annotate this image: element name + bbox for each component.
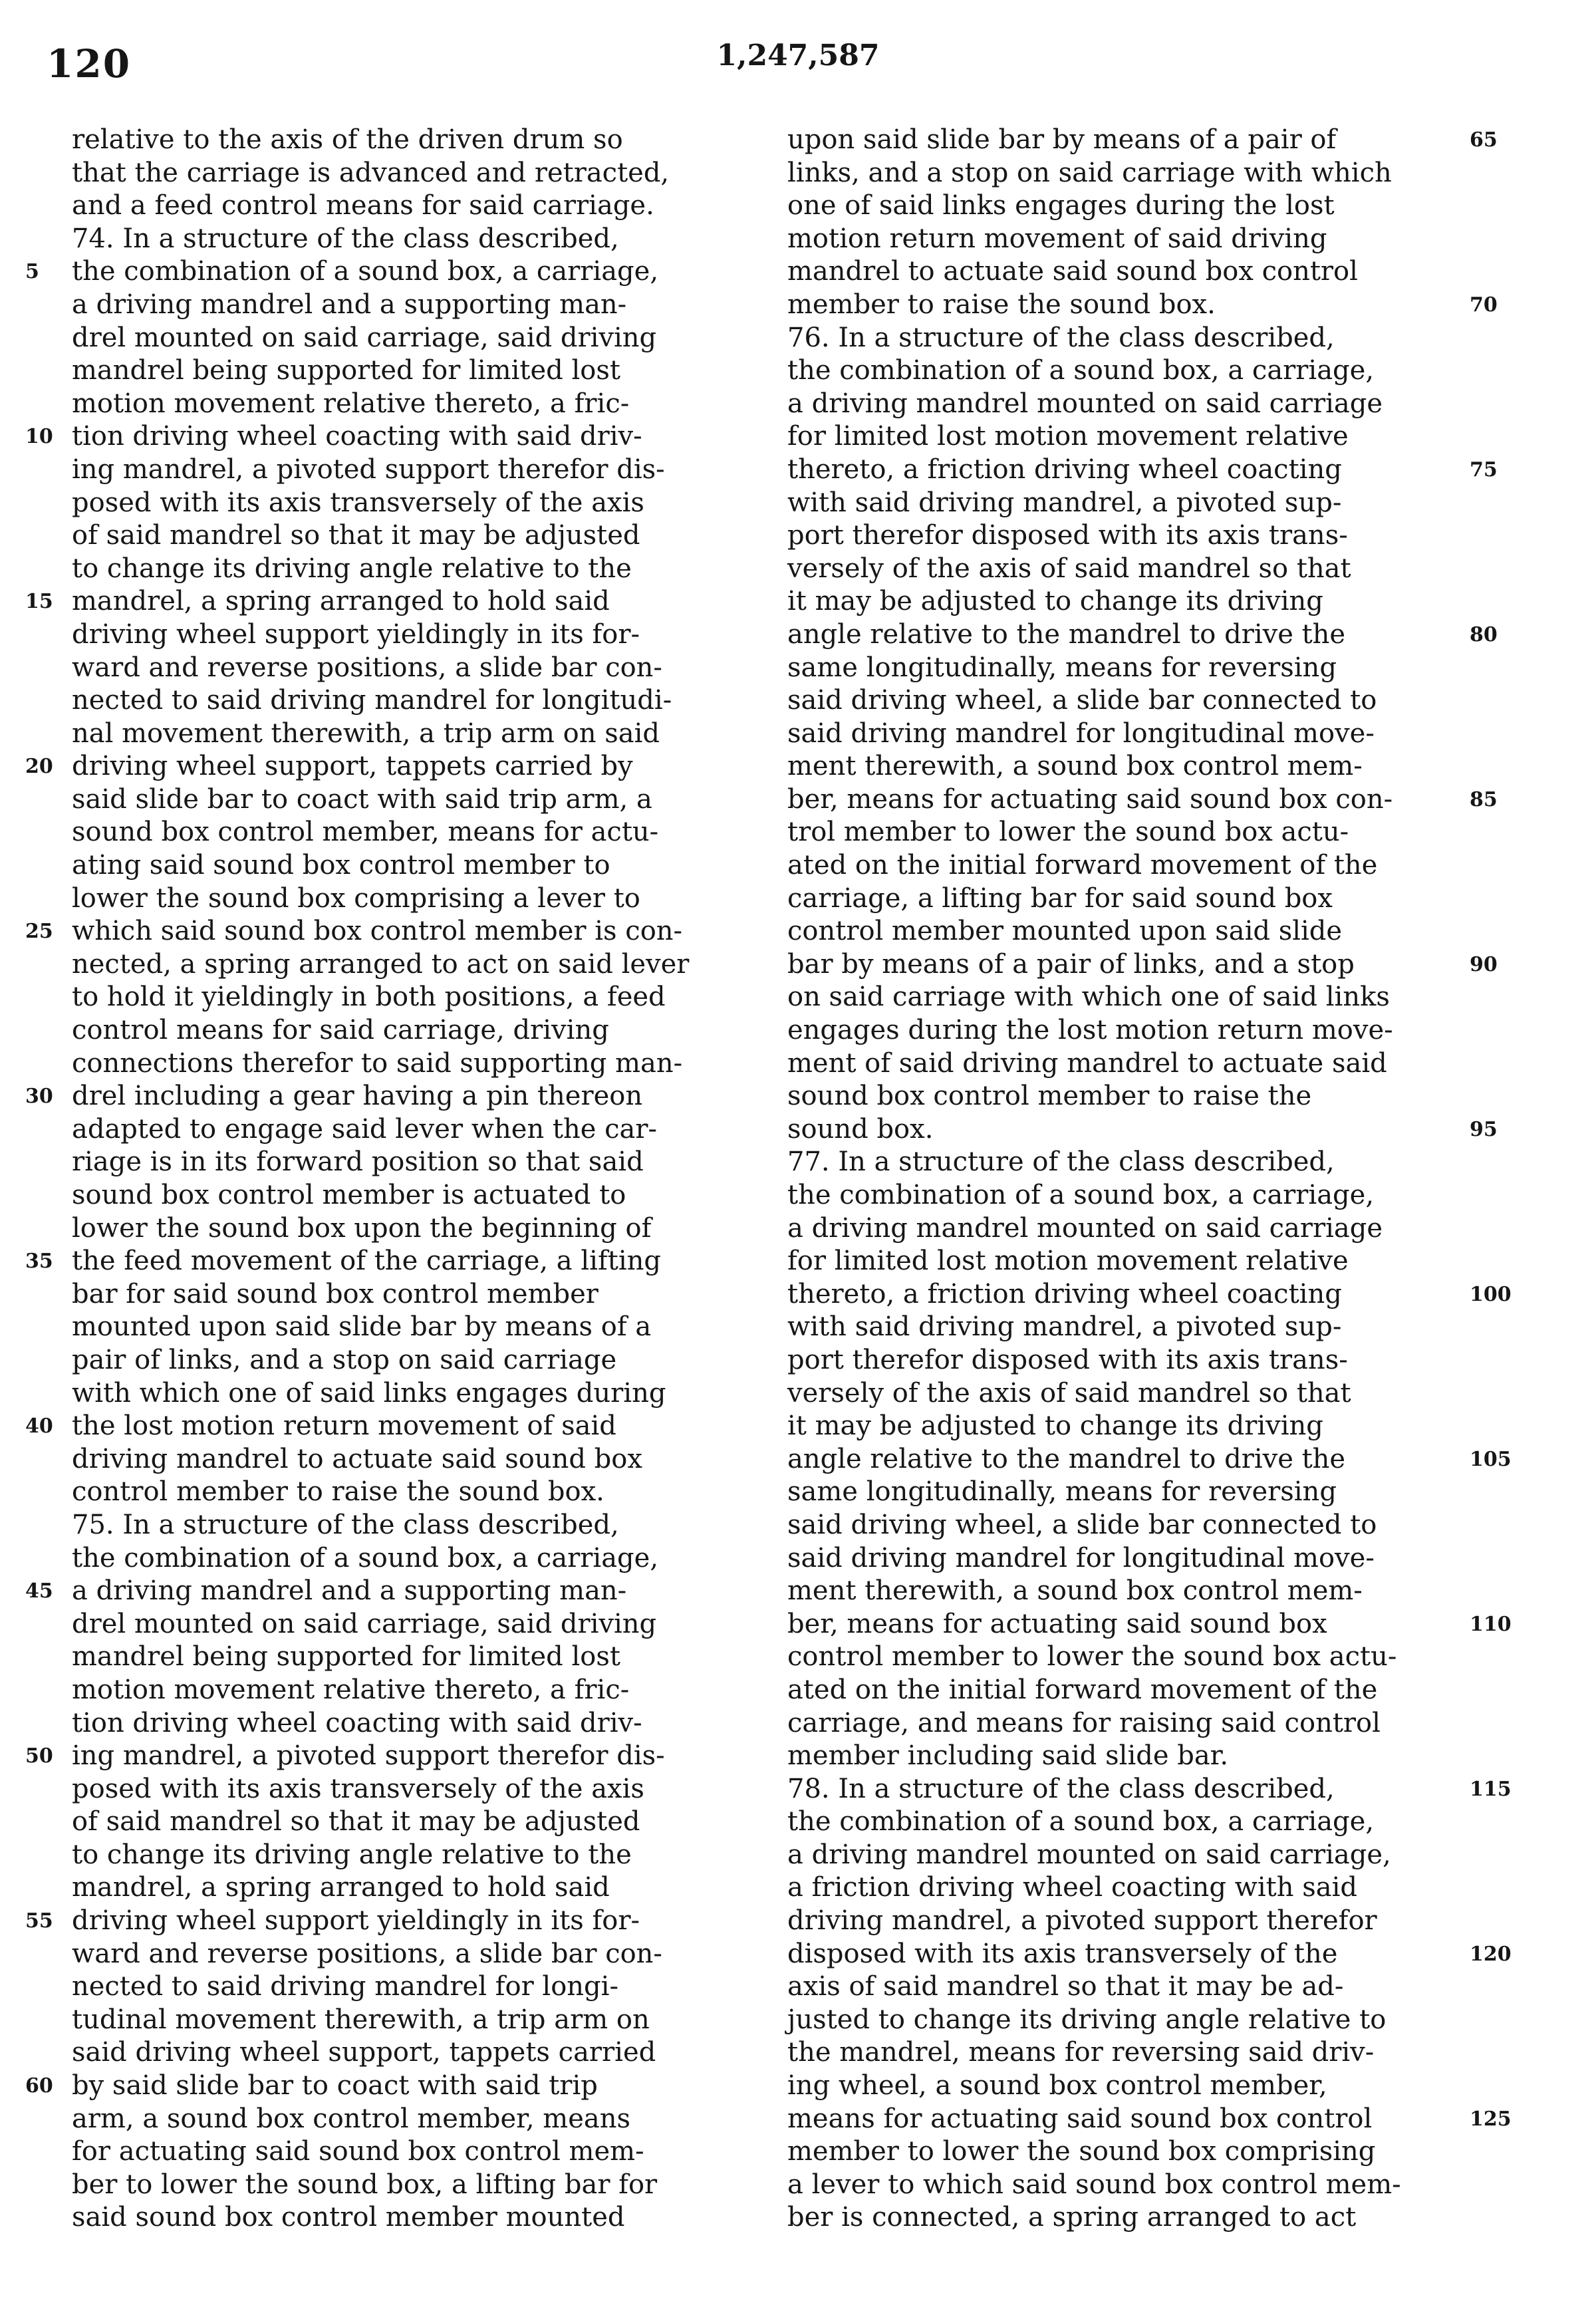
text-line: drel mounted on said carriage, said driving	[72, 322, 657, 353]
text-line: driving mandrel, a pivoted support therefor	[787, 1905, 1377, 1937]
text-line: member including said slide bar.	[787, 1740, 1229, 1772]
right-text-column	[787, 124, 1479, 2235]
margin-line-number: 105	[1470, 1448, 1512, 1471]
text-line: with said driving mandrel, a pivoted sup-	[787, 487, 1342, 518]
text-line: control means for said carriage, driving	[72, 1015, 609, 1046]
text-line: ber, means for actuating said sound box	[787, 1608, 1327, 1639]
text-line: the combination of a sound box, a carriage,	[72, 1542, 659, 1573]
text-line: versely of the axis of said mandrel so that	[787, 553, 1351, 584]
text-line: said driving wheel support, tappets carried	[72, 2037, 656, 2068]
text-line: said driving mandrel for longitudinal move-	[787, 718, 1375, 749]
text-line: driving wheel support yieldingly in its for-	[72, 1905, 640, 1937]
text-line: same longitudinally, means for reversing	[787, 1476, 1337, 1508]
text-line: said driving wheel, a slide bar connected to	[787, 685, 1377, 716]
text-line: to hold it yieldingly in both positions, a feed	[72, 982, 666, 1013]
page-number: 120	[47, 41, 132, 86]
margin-line-number: 85	[1470, 788, 1498, 811]
text-line: a driving mandrel mounted on said carriage	[787, 388, 1383, 419]
margin-line-number: 25	[25, 920, 53, 944]
text-line: ber, means for actuating said sound box con-	[787, 783, 1393, 815]
margin-line-number: 20	[25, 755, 53, 779]
text-line: for actuating said sound box control mem-	[72, 2136, 644, 2167]
text-line: control member mounted upon said slide	[787, 916, 1343, 947]
text-line: a lever to which said sound box control mem-	[787, 2169, 1401, 2200]
text-line: by said slide bar to coact with said trip	[72, 2070, 598, 2102]
text-line: for limited lost motion movement relative	[787, 1246, 1349, 1277]
text-line: sound box control member is actuated to	[72, 1180, 626, 1210]
text-line: nal movement therewith, a trip arm on said	[72, 718, 660, 749]
text-line: tion driving wheel coacting with said driv-	[72, 1707, 642, 1738]
text-line: ber to lower the sound box, a lifting bar for	[72, 2169, 658, 2200]
text-line: with said driving mandrel, a pivoted sup-	[787, 1311, 1342, 1343]
text-line: thereto, a friction driving wheel coacting	[787, 454, 1342, 485]
text-line: a driving mandrel mounted on said carriage	[787, 1212, 1383, 1244]
text-line: ing mandrel, a pivoted support therefor dis-	[72, 454, 665, 485]
margin-line-number: 120	[1470, 1943, 1512, 1966]
text-line: ating said sound box control member to	[72, 850, 610, 881]
text-line: it may be adjusted to change its driving	[787, 586, 1323, 617]
text-line: ated on the initial forward movement of the	[787, 1674, 1378, 1705]
text-line: arm, a sound box control member, means	[72, 2103, 631, 2134]
margin-line-number: 5	[25, 260, 39, 284]
text-line: the combination of a sound box, a carriage,	[72, 256, 659, 287]
text-line: the combination of a sound box, a carriage,	[787, 355, 1375, 386]
text-line: thereto, a friction driving wheel coacting	[787, 1278, 1342, 1309]
text-line: control member to lower the sound box actu-	[787, 1641, 1397, 1673]
text-line: said driving wheel, a slide bar connected to	[787, 1509, 1377, 1540]
text-line: posed with its axis transversely of the axis	[72, 1773, 644, 1804]
text-line: the combination of a sound box, a carriage,	[787, 1180, 1375, 1210]
patent-number: 1,247,587	[716, 39, 880, 72]
margin-line-number: 110	[1470, 1613, 1512, 1636]
text-line: 78. In a structure of the class described,	[787, 1773, 1335, 1804]
text-line: angle relative to the mandrel to drive the	[787, 1443, 1346, 1474]
text-line: that the carriage is advanced and retracted,	[72, 157, 670, 188]
text-line: carriage, a lifting bar for said sound box	[787, 883, 1333, 914]
text-line: to change its driving angle relative to the	[72, 553, 632, 584]
margin-line-number: 40	[25, 1415, 53, 1438]
text-line: 77. In a structure of the class described,	[787, 1147, 1335, 1178]
text-line: lower the sound box upon the beginning of	[72, 1212, 652, 1244]
text-line: it may be adjusted to change its driving	[787, 1411, 1323, 1442]
text-line: control member to raise the sound box.	[72, 1476, 604, 1508]
text-line: carriage, and means for raising said control	[787, 1707, 1381, 1738]
text-line: motion return movement of said driving	[787, 223, 1327, 254]
margin-line-number: 45	[25, 1579, 53, 1603]
text-line: to change its driving angle relative to the	[72, 1839, 632, 1870]
text-line: versely of the axis of said mandrel so that	[787, 1377, 1351, 1409]
text-line: bar by means of a pair of links, and a stop	[787, 948, 1355, 980]
text-line: a driving mandrel mounted on said carriage,	[787, 1839, 1391, 1870]
margin-line-number: 75	[1470, 458, 1498, 481]
text-line: a driving mandrel and a supporting man-	[72, 289, 627, 320]
text-line: riage is in its forward position so that said	[72, 1147, 644, 1178]
text-line: bar for said sound box control member	[72, 1278, 598, 1309]
margin-line-number: 90	[1470, 953, 1498, 976]
text-line: the mandrel, means for reversing said driv-	[787, 2037, 1375, 2068]
text-line: links, and a stop on said carriage with which	[787, 157, 1392, 188]
text-line: lower the sound box comprising a lever to	[72, 883, 640, 914]
text-line: ated on the initial forward movement of the	[787, 850, 1378, 881]
margin-line-number: 65	[1470, 128, 1498, 152]
text-line: with which one of said links engages during	[72, 1377, 666, 1409]
text-line: the lost motion return movement of said	[72, 1411, 616, 1442]
text-line: ber is connected, a spring arranged to act	[787, 2202, 1357, 2233]
text-line: ment therewith, a sound box control mem-	[787, 751, 1363, 782]
margin-line-number: 15	[25, 590, 53, 614]
text-line: the feed movement of the carriage, a lifting	[72, 1246, 661, 1277]
text-line: means for actuating said sound box control	[787, 2103, 1373, 2134]
text-line: for limited lost motion movement relative	[787, 421, 1349, 452]
margin-line-number: 10	[25, 425, 53, 449]
text-line: connections therefor to said supporting man-	[72, 1047, 683, 1079]
text-line: relative to the axis of the driven drum so	[72, 124, 623, 155]
text-line: motion movement relative thereto, a fric-	[72, 1674, 630, 1705]
margin-line-number: 100	[1470, 1283, 1512, 1306]
text-line: engages during the lost motion return move-	[787, 1015, 1393, 1046]
text-line: pair of links, and a stop on said carriage	[72, 1344, 617, 1375]
text-line: nected to said driving mandrel for longitudi-	[72, 685, 672, 716]
text-line: drel mounted on said carriage, said driving	[72, 1608, 657, 1639]
margin-line-number: 80	[1470, 623, 1498, 646]
margin-line-number: 95	[1470, 1118, 1498, 1141]
text-line: said sound box control member mounted	[72, 2202, 625, 2233]
text-line: ment therewith, a sound box control mem-	[787, 1575, 1363, 1607]
text-line: and a feed control means for said carriage.	[72, 190, 654, 221]
text-line: nected, a spring arranged to act on said lever	[72, 948, 690, 980]
text-line: said slide bar to coact with said trip arm, a	[72, 783, 652, 815]
text-line: ment of said driving mandrel to actuate said	[787, 1047, 1387, 1079]
left-text-column	[72, 124, 763, 2235]
text-line: trol member to lower the sound box actu-	[787, 817, 1349, 848]
text-line: member to lower the sound box comprising	[787, 2136, 1376, 2167]
text-line: driving mandrel to actuate said sound box	[72, 1443, 642, 1474]
text-line: of said mandrel so that it may be adjusted	[72, 520, 640, 551]
margin-line-number: 125	[1470, 2108, 1512, 2131]
text-line: mounted upon said slide bar by means of a	[72, 1311, 652, 1343]
margin-line-number: 35	[25, 1250, 53, 1274]
text-line: same longitudinally, means for reversing	[787, 652, 1337, 683]
text-line: motion movement relative thereto, a fric-	[72, 388, 630, 419]
text-line: the combination of a sound box, a carriage,	[787, 1806, 1375, 1837]
text-line: ward and reverse positions, a slide bar con-	[72, 652, 662, 683]
margin-line-number: 115	[1470, 1778, 1512, 1801]
text-line: a driving mandrel and a supporting man-	[72, 1575, 627, 1607]
text-line: mandrel, a spring arranged to hold said	[72, 586, 610, 617]
text-line: port therefor disposed with its axis trans-	[787, 1344, 1348, 1375]
text-line: member to raise the sound box.	[787, 289, 1216, 320]
text-line: one of said links engages during the lost	[787, 190, 1335, 221]
text-line: a friction driving wheel coacting with said	[787, 1872, 1357, 1903]
text-line: driving wheel support yieldingly in its for-	[72, 618, 640, 650]
text-line: posed with its axis transversely of the axis	[72, 487, 644, 518]
text-line: said driving mandrel for longitudinal move-	[787, 1542, 1375, 1573]
text-line: mandrel being supported for limited lost	[72, 1641, 620, 1673]
text-line: sound box.	[787, 1113, 934, 1145]
text-line: upon said slide bar by means of a pair of	[787, 124, 1337, 155]
text-line: angle relative to the mandrel to drive the	[787, 618, 1346, 650]
text-line: on said carriage with which one of said links	[787, 982, 1390, 1013]
text-line: adapted to engage said lever when the car-	[72, 1113, 658, 1145]
text-line: tion driving wheel coacting with said driv-	[72, 421, 642, 452]
text-line: nected to said driving mandrel for longi-	[72, 1971, 618, 2002]
text-line: justed to change its driving angle relative to	[787, 2004, 1387, 2035]
margin-line-number: 70	[1470, 293, 1498, 317]
text-line: tudinal movement therewith, a trip arm on	[72, 2004, 650, 2035]
margin-line-number: 30	[25, 1085, 53, 1109]
text-line: mandrel being supported for limited lost	[72, 355, 620, 386]
text-line: 74. In a structure of the class described,	[72, 223, 619, 254]
text-line: ward and reverse positions, a slide bar con-	[72, 1938, 662, 1969]
text-line: mandrel to actuate said sound box control	[787, 256, 1358, 287]
text-line: 76. In a structure of the class described,	[787, 322, 1335, 353]
text-line: 75. In a structure of the class described,	[72, 1509, 619, 1540]
margin-line-number: 50	[25, 1744, 53, 1768]
text-line: driving wheel support, tappets carried by	[72, 751, 633, 782]
text-line: ing mandrel, a pivoted support therefor dis-	[72, 1740, 665, 1772]
text-line: sound box control member, means for actu-	[72, 817, 659, 848]
text-line: which said sound box control member is con-	[72, 916, 683, 947]
text-line: of said mandrel so that it may be adjusted	[72, 1806, 640, 1837]
text-line: axis of said mandrel so that it may be ad-	[787, 1971, 1344, 2002]
text-line: disposed with its axis transversely of the	[787, 1938, 1338, 1969]
text-line: port therefor disposed with its axis trans-	[787, 520, 1348, 551]
text-line: sound box control member to raise the	[787, 1081, 1312, 1112]
margin-line-number: 55	[25, 1909, 53, 1933]
text-line: mandrel, a spring arranged to hold said	[72, 1872, 610, 1903]
text-line: drel including a gear having a pin thereon	[72, 1081, 643, 1112]
margin-line-number: 60	[25, 2074, 53, 2098]
text-line: ing wheel, a sound box control member,	[787, 2070, 1327, 2102]
